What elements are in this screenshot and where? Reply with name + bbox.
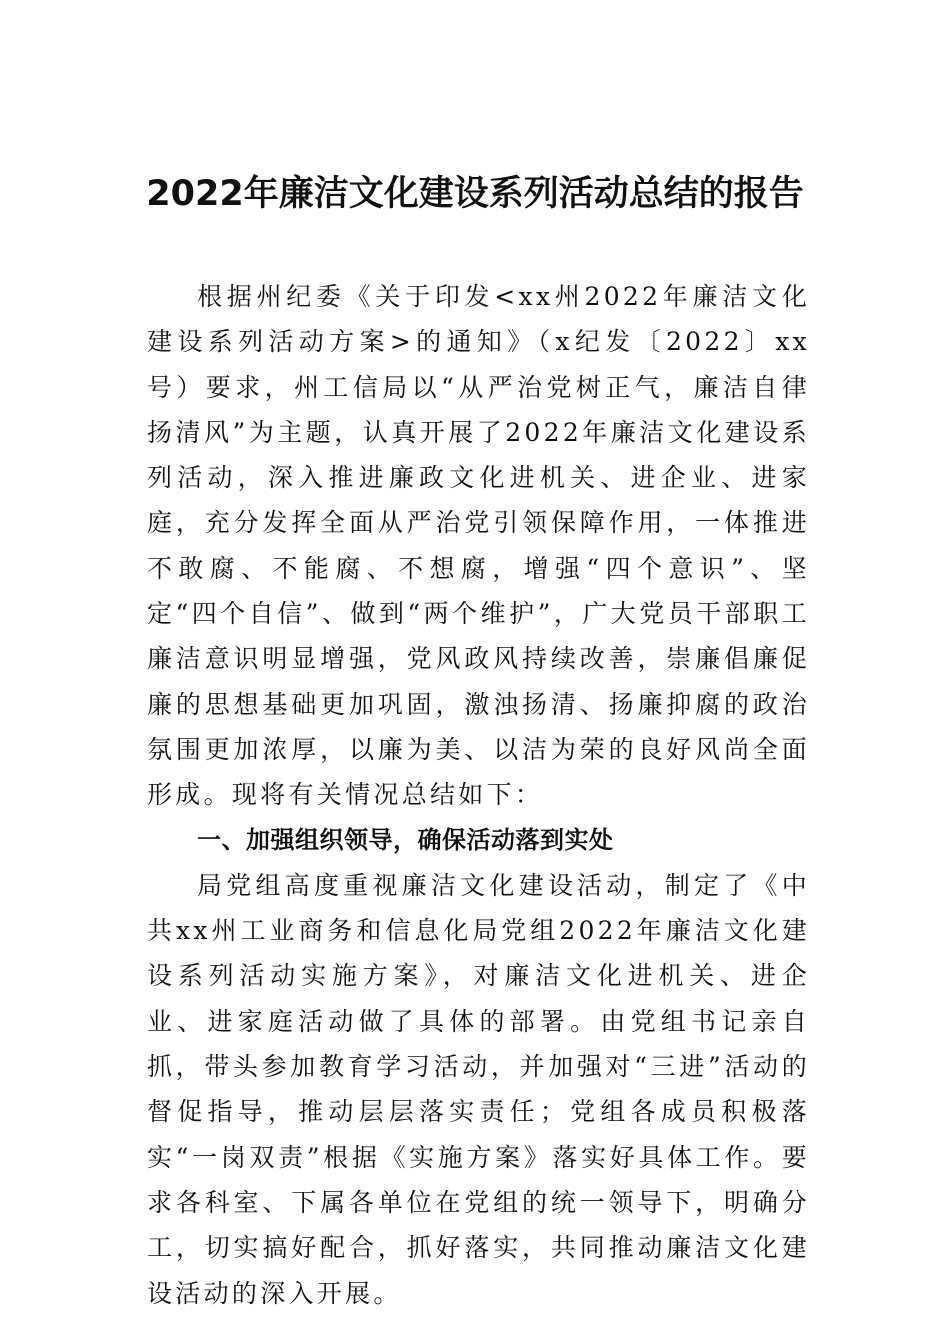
document-body [147,274,810,1316]
section-1-paragraph: 局党组高度重视廉洁文化建设活动，制定了《中共xx州工业商务和信息化局党组2022年廉洁文化建设系列活动实施方案》，对廉洁文化进机关、进企业、进家庭活动做了具体的部署。由党组书记亲自抓，带头参加教育学习活动，并加强对“三进”活动的督促指导，推动层层落实责任；党组各成员积极落实“一岗双责”根据《实施方案》落实好具体工作。要求各科室、下属各单位在党组的统一领导下，明确分工，切实搞好配合，抓好落实，共同推动廉洁文化建设活动的深入开展。 [147,870,810,1308]
intro-paragraph: 根据州纪委《关于印发<xx州2022年廉洁文化建设系列活动方案>的通知》（x纪发〔2022〕xx号）要求，州工信局以“从严治党树正气，廉洁自律扬清风”为主题，认真开展了2022年廉洁文化建设系列活动，深入推进廉政文化进机关、进企业、进家庭，充分发挥全面从严治党引领保障作用，一体推进不敢腐、不能腐、不想腐，增强“四个意识”、坚定“四个自信”、做到“两个维护”，广大党员干部职工廉洁意识明显增强，党风政风持续改善，崇廉倡廉促廉的思想基础更加巩固，激浊扬清、扬廉抑腐的政治氛围更加浓厚，以廉为美、以洁为荣的良好风尚全面形成。现将有关情况总结如下： [147,282,810,810]
document-title: 2022年廉洁文化建设系列活动总结的报告 [146,174,804,214]
section-heading-1: 一、加强组织领导，确保活动落到实处 [197,825,614,854]
